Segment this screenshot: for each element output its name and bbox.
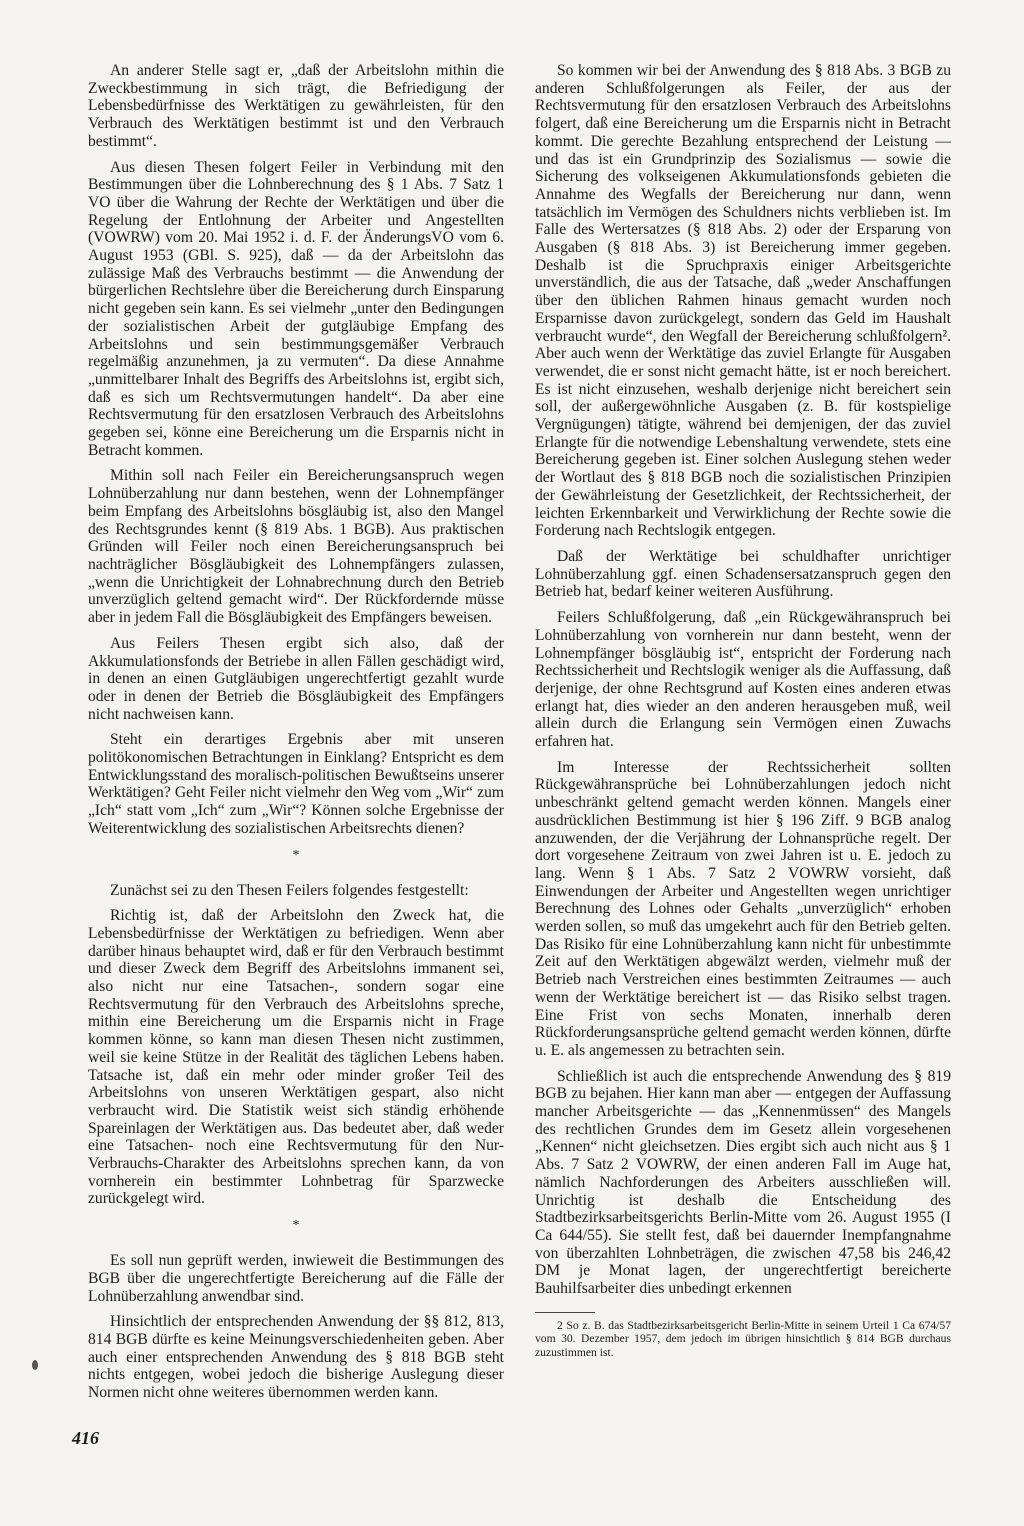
section-separator: * (292, 847, 300, 863)
footnote-rule (535, 1312, 595, 1313)
paragraph: Im Interesse der Rechtssicherheit sollten Rückgewähransprüche bei Lohnüberzahlungen jedoch nicht unbeschränkt geltend gemacht werden können. Mangels einer ausdrücklichen Bestimmung ist hier § 196 Ziff. 9 BGB analog anzuwenden, der die Verjährung der Lohnansprüche regelt. Der dort vorgesehene Zeitraum von zwei Jahren ist u. E. jedoch zu lang. Wenn § 1 Abs. 7 Satz 2 VOWRW vorsieht, daß Einwendungen der Arbeiter und Angestellten wegen unrichtiger Berechnung des Lohnes oder Gehalts „unverzüglich“ erhoben werden sollen, so muß das umgekehrt auch für den Betrieb gelten. Das Risiko für eine Lohnüberzahlung kann nicht für unbestimmte Zeit auf den Werktätigen abgewälzt werden, vielmehr muß der Betrieb nach Verstreichen eines bestimmten Zeitraumes — auch wenn der Werktätige bereichert ist — das Risiko selbst tragen. Eine Frist von sechs Monaten, innerhalb deren Rückforderungsansprüche geltend gemacht werden können, dürfte u. E. als angemessen zu betrachten sein. (535, 758, 951, 1059)
page-number: 416 (72, 1428, 99, 1448)
left-column (88, 62, 504, 1410)
paragraph: Aus diesen Thesen folgert Feiler in Verbindung mit den Bestimmungen über die Lohnberechnung des § 1 Abs. 7 Satz 1 VO über die Wahrung der Rechte der Werktätigen und über die Regelung der Entlohnung der Arbeiter und Angestellten (VOWRW) vom 20. Mai 1952 i. d. F. der ÄnderungsVO vom 6. August 1953 (GBl. S. 925), daß — da der Arbeitslohn das zulässige Maß des Verbrauchs bestimmt — die Anwendung der bürgerlichen Rechtslehre über die Bereicherung durch Einsparung nicht gegeben sein kann. Es sei vielmehr „unter den Bedingungen der sozialistischen Arbeit der gutgläubige Empfang des Arbeitslohns und sein bestimmungsgemäßer Verbrauch regelmäßig anzunehmen, ja zu vermuten“. Da diese Annahme „unmittelbarer Inhalt des Begriffs des Arbeitslohns ist, ergibt sich, daß es sich um Rechtsvermutungen handelt“. Da aber eine Rechtsvermutung für den ersatzlosen Verbrauch des Arbeitslohns gegeben sei, könne eine Bereicherung um die Ersparnis nicht in Betracht kommen. (88, 158, 504, 459)
paragraph: Mithin soll nach Feiler ein Bereicherungsanspruch wegen Lohnüberzahlung nur dann bestehen, wenn der Lohnempfänger beim Empfang des Arbeitslohns bösgläubig ist, also den Mangel des Rechtsgrundes kennt (§ 819 Abs. 1 BGB). Aus praktischen Gründen will Feiler noch einen Bereicherungsanspruch bei nachträglicher Bösgläubigkeit des Lohnempfängers zulassen, „wenn die Unrichtigkeit der Lohnabrechnung durch den Betrieb unverzüglich geltend gemacht wird“. Der Rückfordernde müsse aber in jedem Fall die Bösgläubigkeit des Empfängers beweisen. (88, 467, 504, 627)
paragraph: Richtig ist, daß der Arbeitslohn den Zweck hat, die Lebensbedürfnisse der Werktätigen zu befriedigen. Wenn aber darüber hinaus behauptet wird, daß er für den Verbrauch bestimmt und dieser Zweck dem Begriff des Arbeitslohns immanent sei, also nicht nur eine Tatsachen-, sondern sogar eine Rechtsvermutung für den Verbrauch des Arbeitslohns spreche, mithin eine Bereicherung um die Ersparnis nicht in Frage kommen könne, so kann man diesen Thesen nicht zustimmen, weil sie keine Stütze in der Realität des täglichen Lebens haben. Tatsache ist, daß ein mehr oder minder großer Teil des Arbeitslohns von unseren Werktätigen gespart, also nicht verbraucht wird. Die Statistik weist sich ständig erhöhende Spareinlagen der Werktätigen aus. Das bedeutet aber, daß weder eine Tatsachen- noch eine Rechtsvermutung für den Nur-Verbrauchs-Charakter des Arbeitslohns sprechen kann, da von vornherein ein bestimmter Lohnbetrag für Sparzwecke zurückgelegt wird. (88, 907, 504, 1208)
paragraph: An anderer Stelle sagt er, „daß der Arbeitslohn mithin die Zweckbestimmung in sich trägt, die Befriedigung der Lebensbedürfnisse des Werktätigen zu gewährleisten, für den Verbrauch des Werktätigen bestimmt ist und den Verbrauch bestimmt“. (88, 62, 504, 150)
paragraph: So kommen wir bei der Anwendung des § 818 Abs. 3 BGB zu anderen Schlußfolgerungen als Feiler, der aus der Rechtsvermutung für den ersatzlosen Verbrauch des Arbeitslohns folgert, daß eine Bereicherung um die Ersparnis nicht in Betracht kommt. Die gerechte Bezahlung entsprechend der Leistung — und das ist ein Grundprinzip des Sozialismus — sowie die Sicherung des volkseigenen Akkumulationsfonds gebieten die Annahme des Wegfalls der Bereicherung nur dann, wenn tatsächlich im Vermögen des Schuldners nichts verblieben ist. Im Falle des Wertersatzes (§ 818 Abs. 2) oder der Ersparung von Ausgaben (§ 818 Abs. 3) ist Bereicherung immer gegeben. Deshalb ist die Spruchpraxis einiger Arbeitsgerichte unverständlich, die aus der Tatsache, daß „weder Anschaffungen über den üblichen Rahmen hinaus gemacht wurden noch Ersparnisse davon zurückgelegt, sondern das Geld im Haushalt verbraucht wurde“, den Wegfall der Bereicherung schlußfolgern². Aber auch wenn der Werktätige das zuviel Erlangte für Ausgaben verwendet, die er sonst nicht gemacht hätte, ist er noch bereichert. Es ist nicht einzusehen, weshalb derjenige nicht bereichert sein soll, der außergewöhnliche Ausgaben (z. B. für kostspielige Vergnügungen) tätigte, während bei demjenigen, der das zuviel Erlangte für die notwendige Lebenshaltung verwendete, stets eine Bereicherung gegeben ist. Einer solchen Auslegung stehen weder der Wortlaut des § 818 BGB noch die sozialistischen Prinzipien der Gewährleistung der Gesetzlichkeit, der Rechtssicherheit, der leichten Erkennbarkeit und Verwirklichung der Rechte sowie die Forderung nach Rechtslogik entgegen. (535, 62, 951, 540)
paragraph: Steht ein derartiges Ergebnis aber mit unseren politökonomischen Betrachtungen in Einklang? Entspricht es dem Entwicklungsstand des moralisch-politischen Bewußtseins unserer Werktätigen? Geht Feiler nicht vielmehr den Weg vom „Wir“ zum „Ich“ statt vom „Ich“ zum „Wir“? Können solche Ergebnisse der Weiterentwicklung des sozialistischen Arbeitsrechts dienen? (88, 731, 504, 837)
section-separator: * (292, 1218, 300, 1234)
footnotes (535, 1312, 951, 1359)
paragraph: Schließlich ist auch die entsprechende Anwendung des § 819 BGB zu bejahen. Hier kann man aber — entgegen der Auffassung mancher Arbeitsgerichte — das „Kennenmüssen“ des Mangels des rechtlichen Grundes dem im Gesetz allein vorgesehenen „Kennen“ nicht gleichsetzen. Dies ergibt sich auch nicht aus § 1 Abs. 7 Satz 2 VOWRW, der einen anderen Fall im Auge hat, nämlich Nachforderungen des Arbeiters ausschließen will. Unrichtig ist deshalb die Entscheidung des Stadtbezirksarbeitsgerichts Berlin-Mitte vom 26. August 1955 (I Ca 644/55). Sie stellt fest, daß bei dauernder Inempfangnahme von überzahlten Lohnbeträgen, die zwischen 47,58 bis 246,42 DM je Monat lagen, der ungerechtfertigt bereicherte Bauhilfsarbeiter dies unbedingt erkennen (535, 1067, 951, 1298)
paragraph: Aus Feilers Thesen ergibt sich also, daß der Akkumulationsfonds der Betriebe in allen Fällen geschädigt wird, in denen an einen Gutgläubigen ungerechtfertigt gezahlt wurde oder in denen der Betrieb die Bösgläubigkeit des Empfängers nicht nachweisen kann. (88, 634, 504, 723)
paragraph: Es soll nun geprüft werden, inwieweit die Bestimmungen des BGB über die ungerechtfertigte Bereicherung auf die Fälle der Lohnüberzahlung anwendbar sind. (88, 1252, 504, 1305)
footnote: 2 So z. B. das Stadtbezirksarbeitsgericht Berlin-Mitte in seinem Urteil 1 Ca 674/57 vom 30. Dezember 1957, dem jedoch im übrigen hinsichtlich § 814 BGB durchaus zuzustimmen ist. (535, 1318, 951, 1359)
paragraph: Feilers Schlußfolgerung, daß „ein Rückgewähranspruch bei Lohnüberzahlung von vornherein nur dann besteht, wenn der Lohnempfänger bösgläubig ist“, entspricht der Forderung nach Rechtssicherheit und Rechtslogik weniger als die Auffassung, daß derjenige, der ohne Rechtsgrund auf Kosten eines anderen etwas erlangt hat, dies wieder an den anderen herausgeben muß, weil allein durch die Erlangung sein Vermögen einen Zuwachs erfahren hat. (535, 609, 951, 751)
paragraph: Daß der Werktätige bei schuldhafter unrichtiger Lohnüberzahlung ggf. einen Schadensersatzanspruch gegen den Betrieb hat, bedarf keiner weiteren Ausführung. (535, 547, 951, 601)
right-column (535, 62, 951, 1359)
paragraph: Hinsichtlich der entsprechenden Anwendung der §§ 812, 813, 814 BGB dürfte es keine Meinungsverschiedenheiten geben. Aber auch einer entsprechenden Anwendung des § 818 BGB steht nichts entgegen, wobei jedoch die bisherige Auslegung dieser Normen nicht ohne weiteres übernommen werden kann. (88, 1313, 504, 1402)
paragraph: Zunächst sei zu den Thesen Feilers folgendes festgestellt: (110, 881, 469, 899)
ink-speck (32, 1360, 38, 1370)
